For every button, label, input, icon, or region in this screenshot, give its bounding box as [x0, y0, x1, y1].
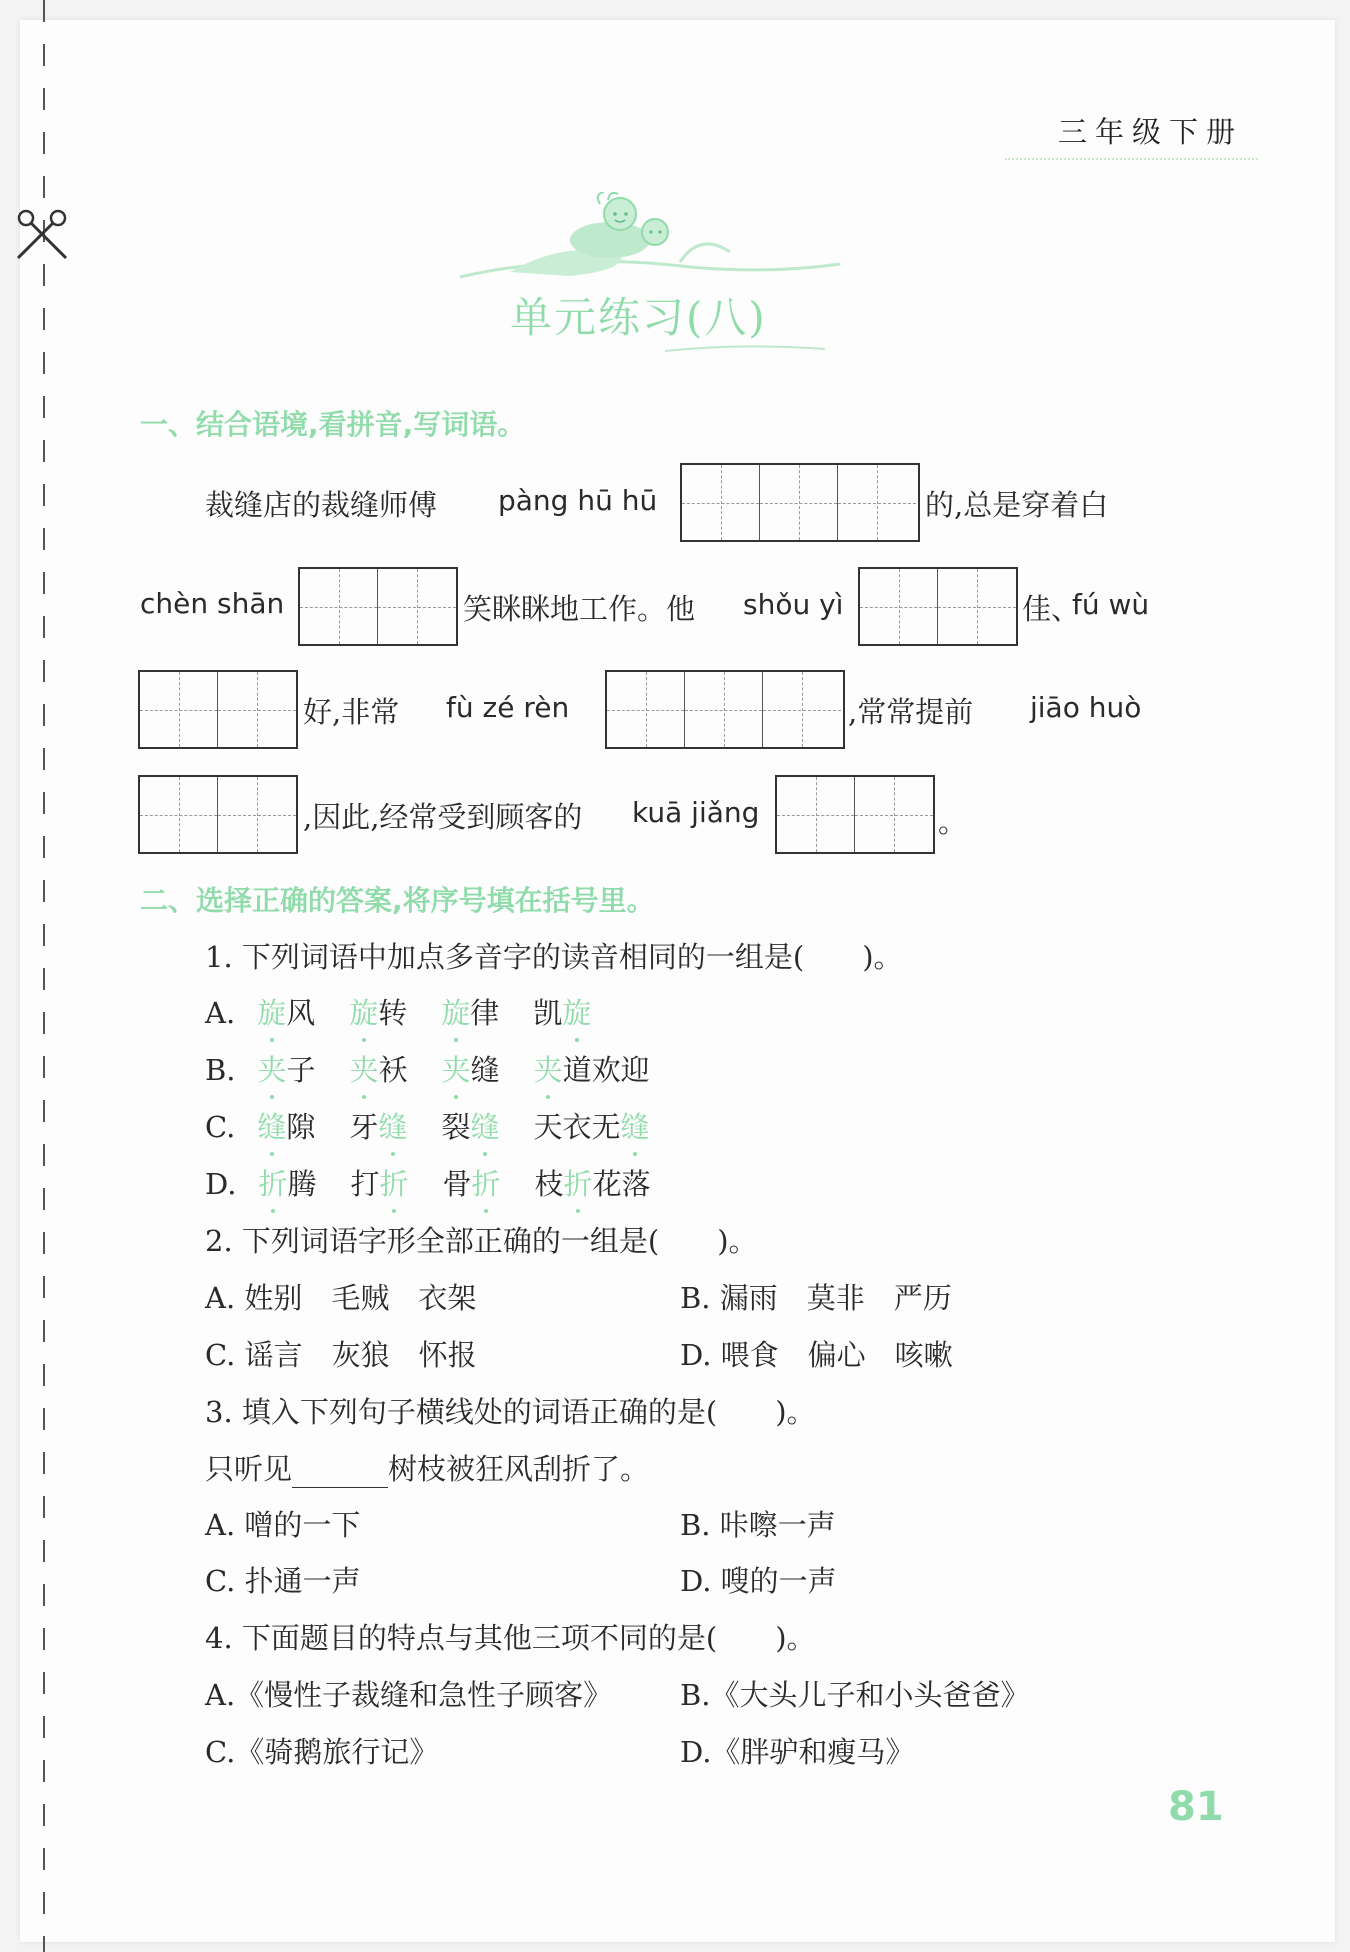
s1-pinyin-4: fú wù — [1072, 588, 1150, 621]
dotted-char: 夹 — [441, 1053, 471, 1087]
option-label: D. — [205, 1167, 237, 1201]
q2-option-a[interactable]: A. 姓别 毛贼 衣架 — [205, 1281, 477, 1315]
s1-pinyin-7: kuā jiǎng — [632, 796, 760, 829]
writing-box-5[interactable] — [605, 670, 845, 749]
q4-option-b[interactable]: B.《大头儿子和小头爸爸》 — [680, 1678, 1030, 1712]
writing-box-2[interactable] — [298, 567, 458, 646]
word-part: 骨 — [442, 1167, 472, 1201]
word-part: 缝 — [470, 1053, 500, 1087]
dotted-char: 旋 — [257, 996, 287, 1030]
s1-line2-text-a: 笑眯眯地工作。他 — [463, 592, 696, 626]
q1-option-c[interactable] — [205, 1105, 672, 1146]
option-label: B. — [205, 1053, 236, 1087]
s1-pinyin-2: chèn shān — [140, 587, 285, 620]
q4-option-c[interactable]: C.《骑鹅旅行记》 — [205, 1735, 439, 1769]
page-number: 81 — [1168, 1784, 1224, 1830]
s1-line1-text-a: 裁缝店的裁缝师傅 — [205, 488, 438, 522]
word-part: 袄 — [378, 1053, 408, 1087]
q3-sentence-end: 树枝被狂风刮折了。 — [388, 1452, 650, 1486]
word-part: 凯 — [533, 996, 563, 1030]
page-title: 单元练习(八) — [510, 293, 767, 342]
dotted-char: 旋 — [562, 996, 592, 1030]
word-part: 牙 — [349, 1110, 379, 1144]
dotted-char: 夹 — [533, 1053, 563, 1087]
section1-heading: 一、结合语境,看拼音,写词语。 — [140, 408, 526, 441]
q1-stem: 1. 下列词语中加点多音字的读音相同的一组是( )。 — [205, 940, 903, 974]
scissors-icon — [14, 208, 70, 264]
q1-option-d[interactable] — [205, 1162, 673, 1203]
section2-heading: 二、选择正确的答案,将序号填在括号里。 — [140, 884, 655, 917]
writing-box-4[interactable] — [138, 670, 298, 749]
q3-option-d[interactable]: D. 嗖的一声 — [680, 1564, 837, 1598]
dotted-char: 夹 — [257, 1053, 287, 1087]
children-reading-icon — [450, 192, 850, 292]
dotted-char: 夹 — [349, 1053, 379, 1087]
word-part: 道欢迎 — [562, 1053, 650, 1087]
writing-box-3[interactable] — [858, 567, 1018, 646]
q2-option-d[interactable]: D. 喂食 偏心 咳嗽 — [680, 1338, 953, 1372]
q4-stem: 4. 下面题目的特点与其他三项不同的是( )。 — [205, 1621, 816, 1655]
q3-answer-blank[interactable] — [292, 1460, 388, 1488]
dotted-char: 折 — [471, 1167, 501, 1201]
s1-line4-text-b: 。 — [938, 805, 968, 839]
word-part: 裂 — [441, 1110, 471, 1144]
s1-pinyin-3: shǒu yì — [743, 588, 844, 621]
word-part: 风 — [286, 996, 316, 1030]
word-part: 花落 — [592, 1167, 651, 1201]
word-part: 腾 — [287, 1167, 317, 1201]
q3-stem: 3. 填入下列句子横线处的词语正确的是( )。 — [205, 1395, 816, 1429]
word-part: 转 — [378, 996, 408, 1030]
grade-label: 三年级下册 — [1058, 115, 1244, 149]
option-label: C. — [205, 1110, 236, 1144]
q3-option-b[interactable]: B. 咔嚓一声 — [680, 1508, 836, 1542]
s1-pinyin-6: jiāo huò — [1030, 691, 1142, 724]
dotted-char: 缝 — [620, 1110, 650, 1144]
dotted-char: 折 — [379, 1167, 409, 1201]
word-part: 天衣无 — [533, 1110, 621, 1144]
option-label: A. — [205, 996, 236, 1030]
word-part: 律 — [470, 996, 500, 1030]
q1-option-a[interactable] — [205, 991, 613, 1032]
writing-box-1[interactable] — [680, 463, 920, 542]
title-swoosh — [665, 343, 825, 355]
q3-sentence — [205, 1447, 649, 1488]
word-part: 子 — [286, 1053, 316, 1087]
word-part: 枝 — [534, 1167, 564, 1201]
q4-option-d[interactable]: D.《胖驴和瘦马》 — [680, 1735, 915, 1769]
word-part: 隙 — [286, 1110, 316, 1144]
dotted-char: 折 — [563, 1167, 593, 1201]
s1-line1-text-b: 的,总是穿着白 — [925, 488, 1109, 522]
writing-box-6[interactable] — [138, 775, 298, 854]
dotted-char: 旋 — [441, 996, 471, 1030]
dotted-char: 旋 — [349, 996, 379, 1030]
q3-sentence-start: 只听见 — [205, 1452, 293, 1486]
cut-line — [43, 0, 45, 1952]
s1-line2-text-b: 佳、 — [1022, 592, 1081, 626]
q3-option-a[interactable]: A. 噌的一下 — [205, 1508, 361, 1542]
grade-underline — [1005, 158, 1258, 160]
q1-option-b[interactable] — [205, 1048, 672, 1089]
dotted-char: 缝 — [378, 1110, 408, 1144]
s1-line3-text-b: ,常常提前 — [848, 695, 974, 729]
dotted-char: 折 — [258, 1167, 288, 1201]
writing-box-7[interactable] — [775, 775, 935, 854]
dotted-char: 缝 — [470, 1110, 500, 1144]
q2-option-b[interactable]: B. 漏雨 莫非 严历 — [680, 1281, 952, 1315]
s1-line4-text-a: ,因此,经常受到顾客的 — [303, 800, 583, 834]
s1-line3-text-a: 好,非常 — [303, 695, 400, 729]
q3-option-c[interactable]: C. 扑通一声 — [205, 1564, 361, 1598]
q2-stem: 2. 下列词语字形全部正确的一组是( )。 — [205, 1224, 758, 1258]
s1-pinyin-1: pàng hū hū — [498, 484, 658, 517]
q2-option-c[interactable]: C. 谣言 灰狼 怀报 — [205, 1338, 477, 1372]
dotted-char: 缝 — [257, 1110, 287, 1144]
s1-pinyin-5: fù zé rèn — [446, 691, 570, 724]
q4-option-a[interactable]: A.《慢性子裁缝和急性子顾客》 — [205, 1678, 613, 1712]
word-part: 打 — [350, 1167, 380, 1201]
